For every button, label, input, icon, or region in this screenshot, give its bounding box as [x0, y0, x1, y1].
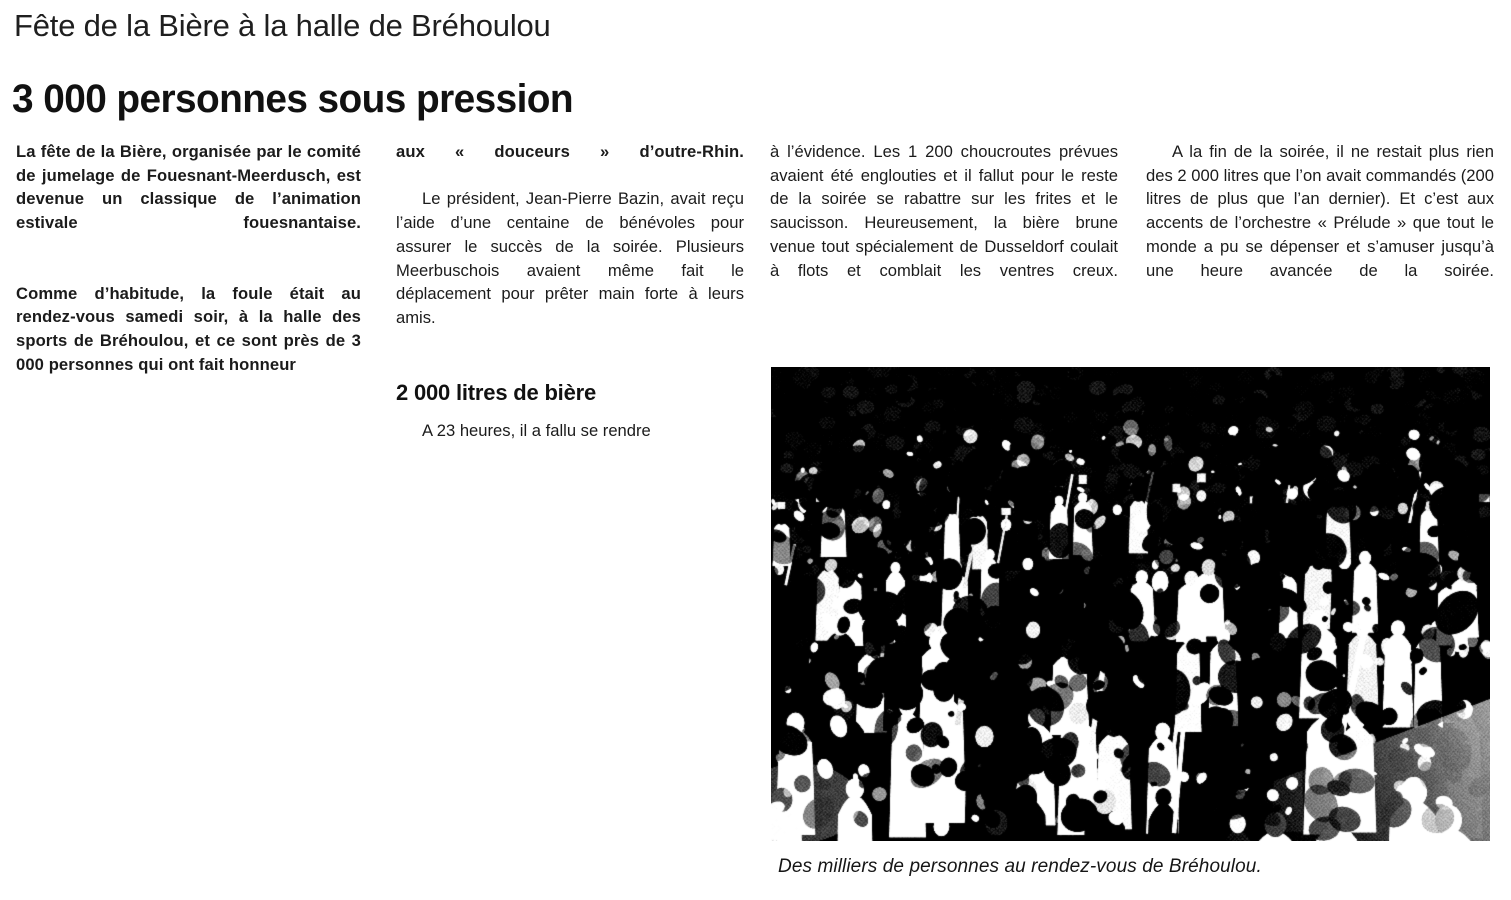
article-column-3: [770, 140, 1118, 306]
photo-caption: Des milliers de personnes au rendez-vous de Bréhoulou.: [778, 856, 1262, 877]
article-kicker: Fête de la Bière à la halle de Bréhoulou: [14, 8, 551, 43]
article-photo: [771, 367, 1490, 841]
body-paragraph-23-heures: A 23 heures, il a fallu se rendre: [422, 421, 651, 441]
crowd-photo-image: [771, 367, 1490, 841]
article-column-2: [396, 140, 744, 443]
section-subheading: 2 000 litres de bière: [396, 380, 597, 406]
lead-paragraph-3: aux « douceurs » d’outre-Rhin.: [396, 142, 744, 161]
lead-paragraph-1: La fête de la Bière, organisée par le comité de jumelage de Fouesnant-Meerdusch, est devenue un classique de l’animation estivale fouesnantaise.: [16, 142, 361, 233]
body-paragraph-president: Le président, Jean-Pierre Bazin, avait reçu l’aide d’une centaine de bénévoles pour assurer le succès de la soirée. Plusieurs Meerbuschois avaient même fait le déplacement pour prêter main forte à leurs amis.: [396, 189, 744, 327]
body-paragraph-choucroutes: à l’évidence. Les 1 200 choucroutes prévues avaient été englouties et il fallut pour le reste de la soirée se rabattre sur les frites et le saucisson. Heureusement, la bière brune venue tout spécialement de Dusseldorf coulait à flots et comblait les ventres creux.: [770, 142, 1118, 280]
lead-paragraph-2: Comme d’habitude, la foule était au rendez-vous samedi soir, à la halle des sports de Bréhoulou, et ce sont près de 3 000 personnes qui ont fait honneur: [16, 283, 361, 374]
page-title: 3 000 personnes sous pression: [12, 76, 574, 121]
body-paragraph-fin-soiree: A la fin de la soirée, il ne restait plus rien des 2 000 litres que l’on avait commandés (200 litres de plus que l’an dernier). Et c’est aux accents de l’orchestre « Prélude » que tout le monde a pu se dépenser et s’amuser jusqu’à une heure avancée de la soirée.: [1146, 142, 1494, 280]
article-column-1: [16, 140, 361, 376]
article-column-4: [1146, 140, 1494, 306]
